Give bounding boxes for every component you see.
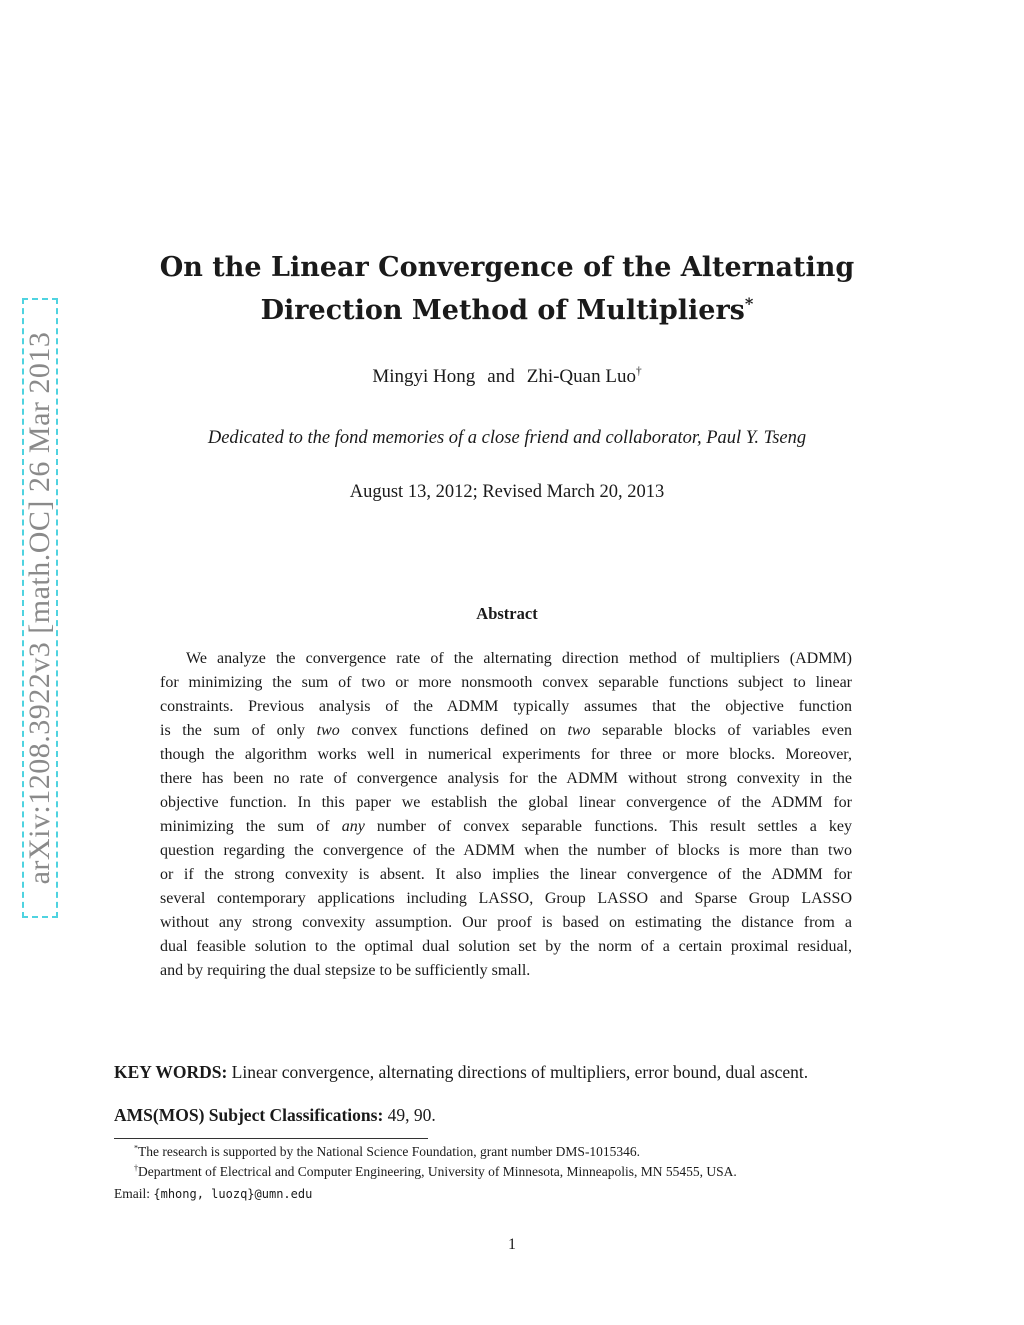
page-number: 1 <box>508 1236 516 1253</box>
footnote-1 <box>134 1144 924 1160</box>
abstract-line: without any strong convexity assumption. Our proof is based on estimating the distance from a <box>160 914 852 931</box>
email-label: Email: <box>114 1186 154 1201</box>
arxiv-identifier: arXiv:1208.3922v3 [math.OC] 26 Mar 2013 <box>23 331 56 885</box>
email-address[interactable]: {mhong, luozq}@umn.edu <box>153 1187 313 1201</box>
footnote-2-mark: † <box>134 1163 139 1173</box>
paper-title-text: Direction Method of Multipliers <box>260 295 745 326</box>
abstract-line: is the sum of only two convex functions defined on two separable blocks of variables even <box>160 722 852 739</box>
keywords-label: KEY WORDS: <box>114 1062 228 1082</box>
author-footnote-mark: † <box>635 365 642 378</box>
abstract-line: question regarding the convergence of the ADMM when the number of blocks is more than two <box>160 842 852 859</box>
abstract-line: minimizing the sum of any number of convex separable functions. This result settles a key <box>160 818 852 835</box>
authors <box>120 366 894 388</box>
date-line: August 13, 2012; Revised March 20, 2013 <box>349 482 665 502</box>
abstract-line: though the algorithm works well in numerical experiments for three or more blocks. Moreover, <box>160 746 852 763</box>
dedication: Dedicated to the fond memories of a close friend and collaborator, Paul Y. Tseng <box>207 428 807 448</box>
arxiv-stamp <box>22 298 58 918</box>
abstract-line: there has been no rate of convergence analysis for the ADMM without strong convexity in the <box>160 770 852 787</box>
footnote-2 <box>134 1164 924 1180</box>
author-1: Mingyi Hong <box>372 366 476 387</box>
keywords <box>114 1062 914 1083</box>
footnote-2-text: Department of Electrical and Computer Engineering, University of Minnesota, Minneapolis, MN 55455, USA. <box>138 1164 737 1179</box>
abstract-heading: Abstract <box>476 604 538 623</box>
footnote-email <box>114 1186 904 1202</box>
abstract-line: objective function. In this paper we establish the global linear convergence of the ADMM for <box>160 794 852 811</box>
abstract-line: or if the strong convexity is absent. It also implies the linear convergence of the ADMM for <box>160 866 852 883</box>
abstract-line: and by requiring the dual stepsize to be sufficiently small. <box>160 962 531 979</box>
paper-title-line-2 <box>120 289 894 333</box>
abstract-emphasis: two <box>316 722 340 739</box>
abstract-line: We analyze the convergence rate of the alternating direction method of multipliers (ADMM) <box>186 650 852 667</box>
ams-label: AMS(MOS) Subject Classifications: <box>114 1105 384 1125</box>
abstract-line: for minimizing the sum of two or more nonsmooth convex separable functions subject to linear <box>160 674 852 691</box>
title-footnote-mark: * <box>744 294 754 313</box>
abstract-line: several contemporary applications including LASSO, Group LASSO and Sparse Group LASSO <box>160 890 852 907</box>
abstract-body <box>160 647 852 983</box>
author-2: Zhi-Quan Luo <box>526 366 636 387</box>
footnote-1-text: The research is supported by the National Science Foundation, grant number DMS-1015346. <box>138 1144 641 1159</box>
abstract-line: dual feasible solution to the optimal dual solution set by the norm of a certain proximal residual, <box>160 938 852 955</box>
ams-classification <box>114 1105 914 1126</box>
keywords-text: Linear convergence, alternating directions of multipliers, error bound, dual ascent. <box>227 1062 809 1082</box>
footnote-rule <box>114 1138 428 1139</box>
abstract-emphasis: any <box>341 818 365 835</box>
author-conjunction: and <box>487 366 515 387</box>
footnote-1-mark: * <box>134 1143 139 1153</box>
abstract-line: constraints. Previous analysis of the ADMM typically assumes that the objective function <box>160 698 852 715</box>
ams-text: 49, 90. <box>383 1105 436 1125</box>
abstract-emphasis: two <box>567 722 591 739</box>
paper-title-line-1: On the Linear Convergence of the Alternating <box>159 252 855 283</box>
